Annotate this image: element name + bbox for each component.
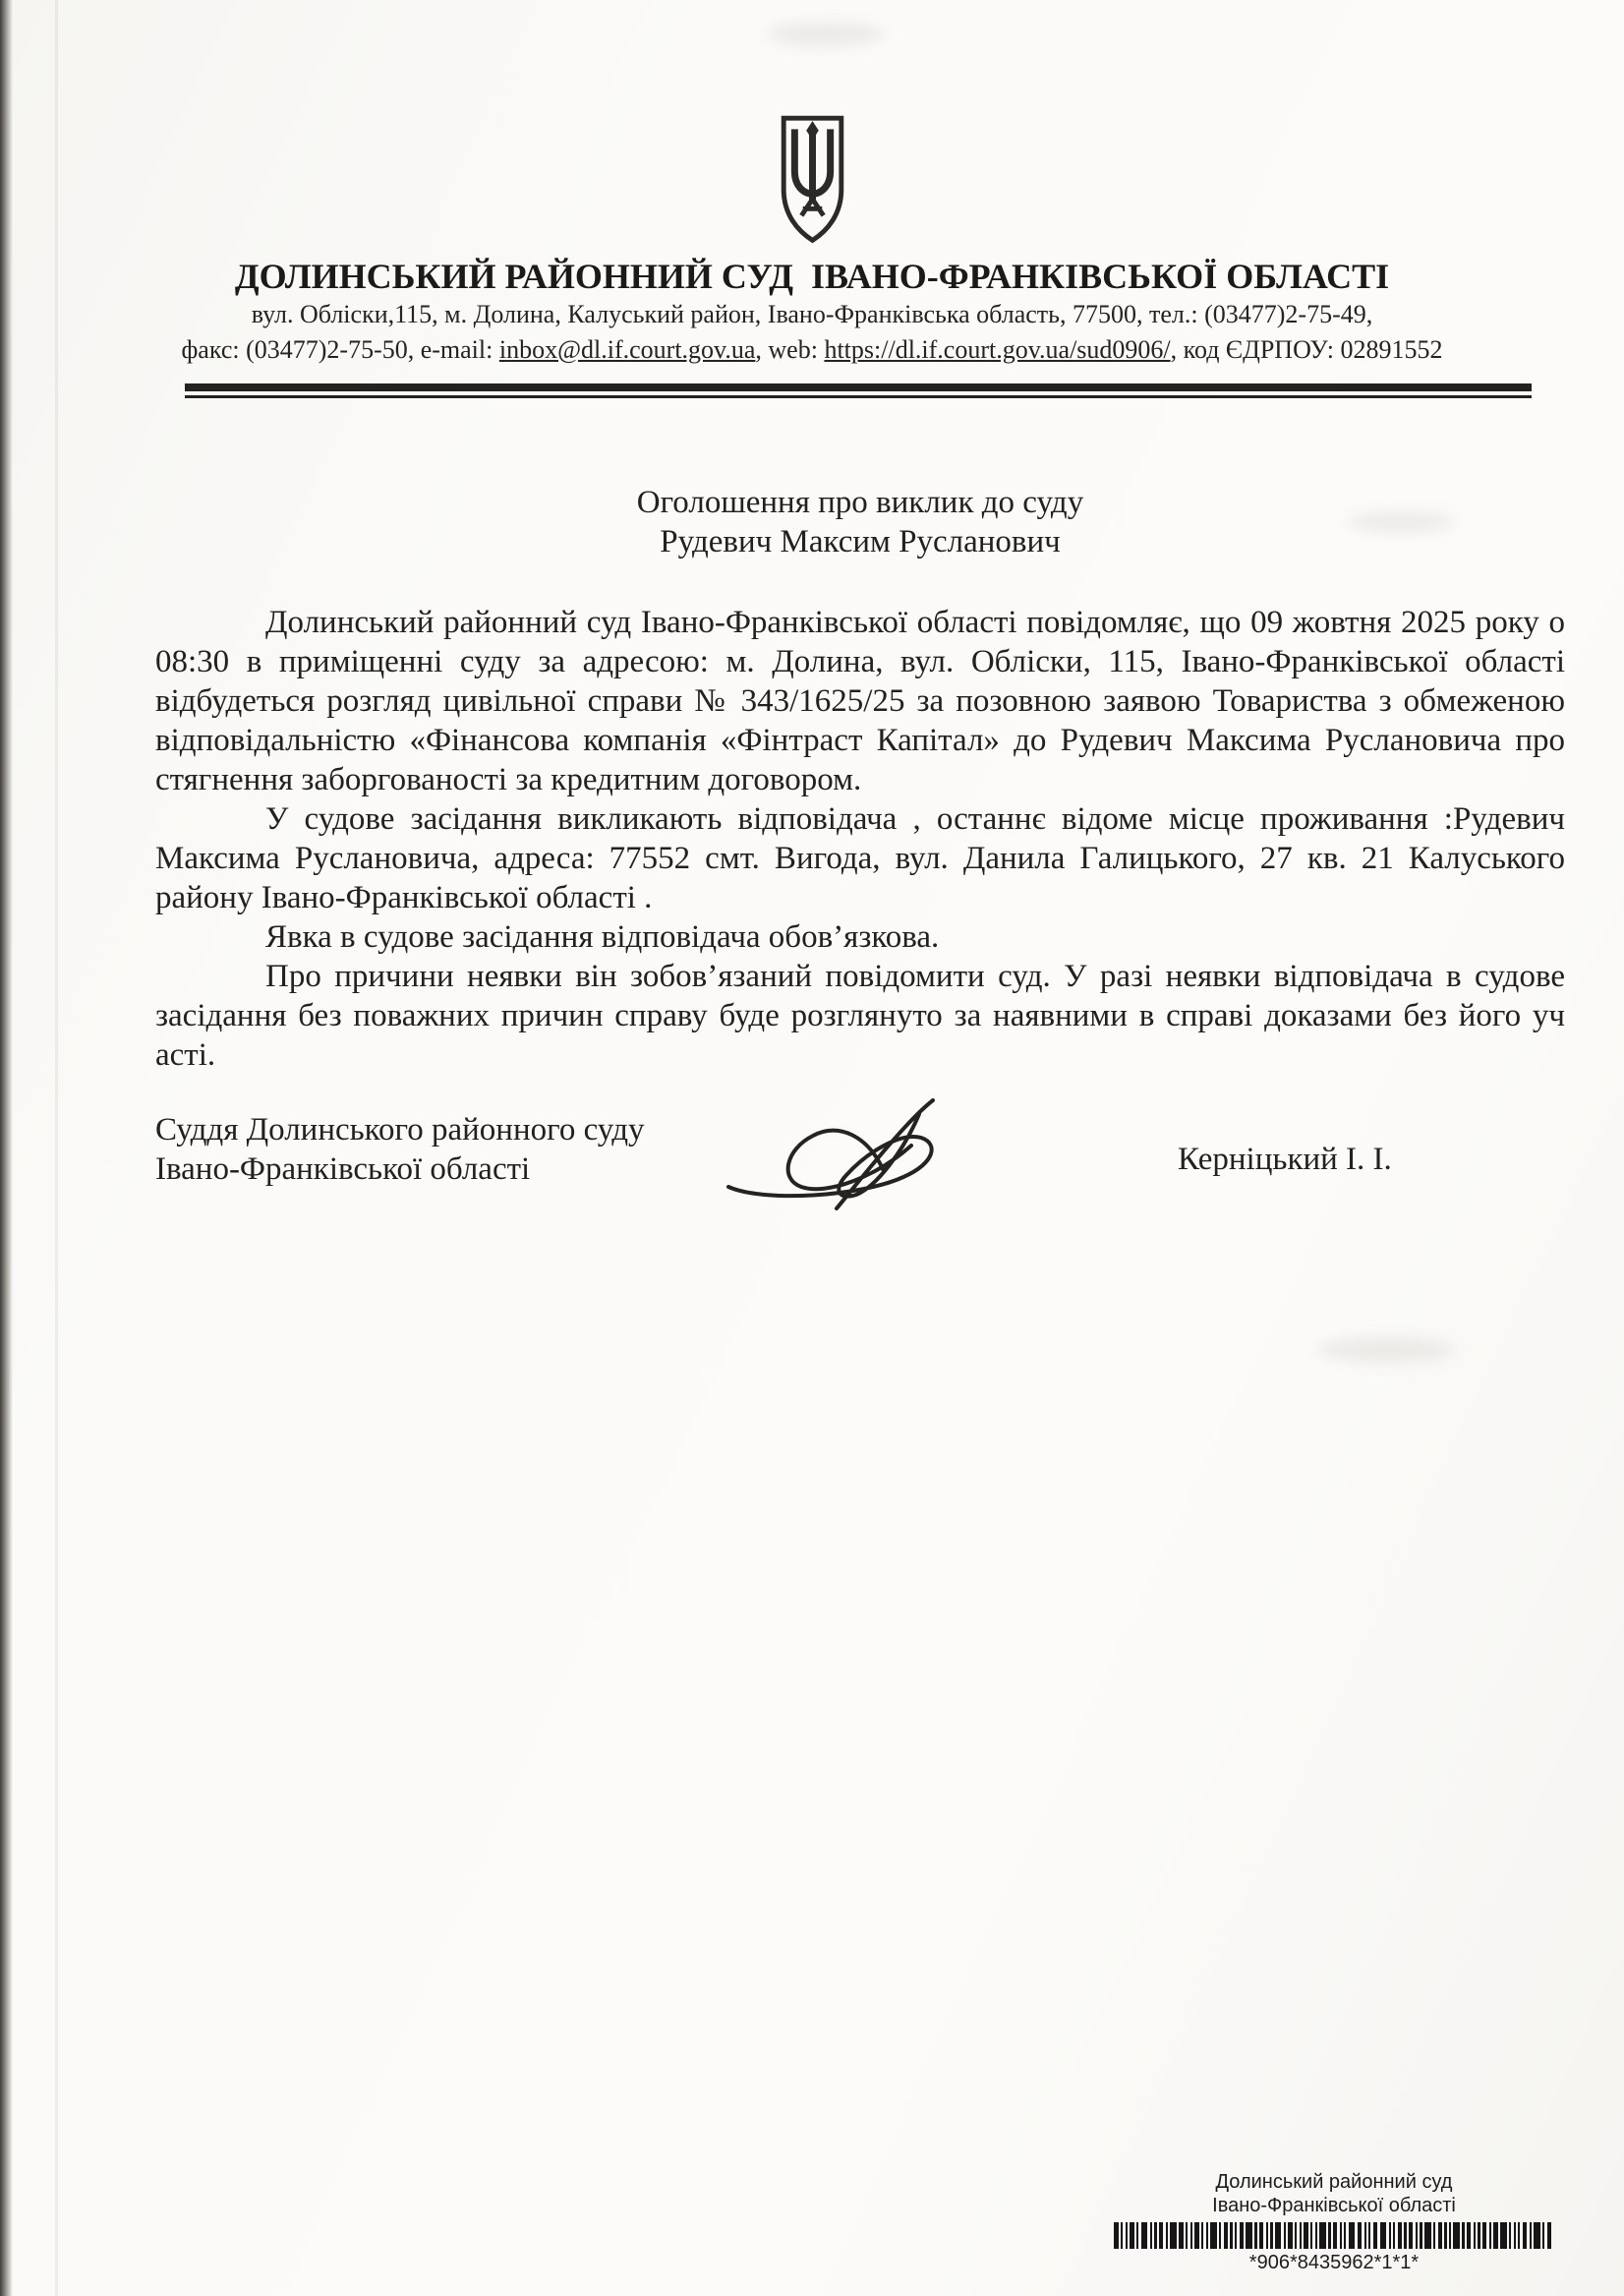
- respondent-name: Рудевич Максим Русланович: [660, 524, 1061, 559]
- paragraph-absence-consequences: Про причини неявки він зобов’язаний повідомити суд. У разі неявки відповідача в судове засідання без поважних причин справу буде розглянуто за наявними в справі доказами без його уч асті.: [155, 959, 1565, 1073]
- announcement-body: [155, 483, 1565, 1346]
- court-name: ДОЛИНСЬКИЙ РАЙОННИЙ СУД ІВАНО-ФРАНКІВСЬКОЇ ОБЛАСТІ: [234, 257, 1390, 296]
- paragraph-hearing-notice: Долинський районний суд Івано-Франківської області повідомляє, що 09 жовтня 2025 року о 08:30 в приміщенні суду за адресою: м. Долина, вул. Обліски, 115, Івано-Франківської області відбудеться розгляд цивільної справи № 343/1625/25 за позовною заявою Товариства з обмеженою відповідальністю «Фінансова компанія «Фінтраст Капітал» до Рудевич Максима Руслановича про стягнення заборгованості за кредитним договором.: [155, 605, 1565, 797]
- scan-edge-shadow: [0, 0, 13, 2296]
- court-contacts-line: [0, 332, 1624, 368]
- court-address-line: вул. Обліски,115, м. Долина, Калуський район, Івано-Франківська область, 77500, тел.: (03477)2-75-49,: [251, 300, 1373, 328]
- judge-name: Керніцький І. І.: [1178, 1142, 1392, 1177]
- web-label-text: , web:: [755, 335, 825, 364]
- stamp-court-line1: Долинський районний суд: [1215, 2171, 1453, 2193]
- ukraine-coat-of-arms-icon: [0, 114, 1624, 246]
- signature-block: [155, 1110, 1565, 1346]
- court-letterhead: [0, 0, 1624, 398]
- scan-artifact: [767, 22, 885, 47]
- barcode: [1103, 2222, 1565, 2249]
- edrpou-text: , код ЄДРПОУ: 02891552: [1170, 335, 1443, 364]
- judge-title-line1: Суддя Долинського районного суду: [155, 1112, 645, 1148]
- judge-handwritten-signature: [711, 1092, 957, 1220]
- announcement-title: Оголошення про виклик до суду: [636, 485, 1084, 520]
- scan-fold-line: [55, 0, 58, 2296]
- email-link[interactable]: inbox@dl.if.court.gov.ua: [498, 335, 756, 364]
- paragraph-attendance-mandatory: Явка в судове засідання відповідача обов’язкова.: [265, 919, 940, 955]
- judge-title-line2: Івано-Франківської області: [155, 1151, 531, 1187]
- registration-stamp: [1103, 2170, 1565, 2274]
- website-link[interactable]: https://dl.if.court.gov.ua/sud0906/: [824, 335, 1171, 364]
- fax-text: факс: (03477)2-75-50, e-mail:: [181, 335, 499, 364]
- barcode-number: *906*8435962*1*1*: [1248, 2252, 1420, 2273]
- paragraph-summons-address: У судове засідання викликають відповідача , останнє відоме місце проживання :Рудевич Максима Руслановича, адреса: 77552 смт. Вигода, вул. Данила Галицького, 27 кв. 21 Калуського району Івано-Франківської області .: [155, 801, 1565, 915]
- letterhead-divider: [185, 383, 1532, 398]
- stamp-court-line2: Івано-Франківської області: [1212, 2195, 1456, 2216]
- scan-artifact: [1347, 511, 1455, 533]
